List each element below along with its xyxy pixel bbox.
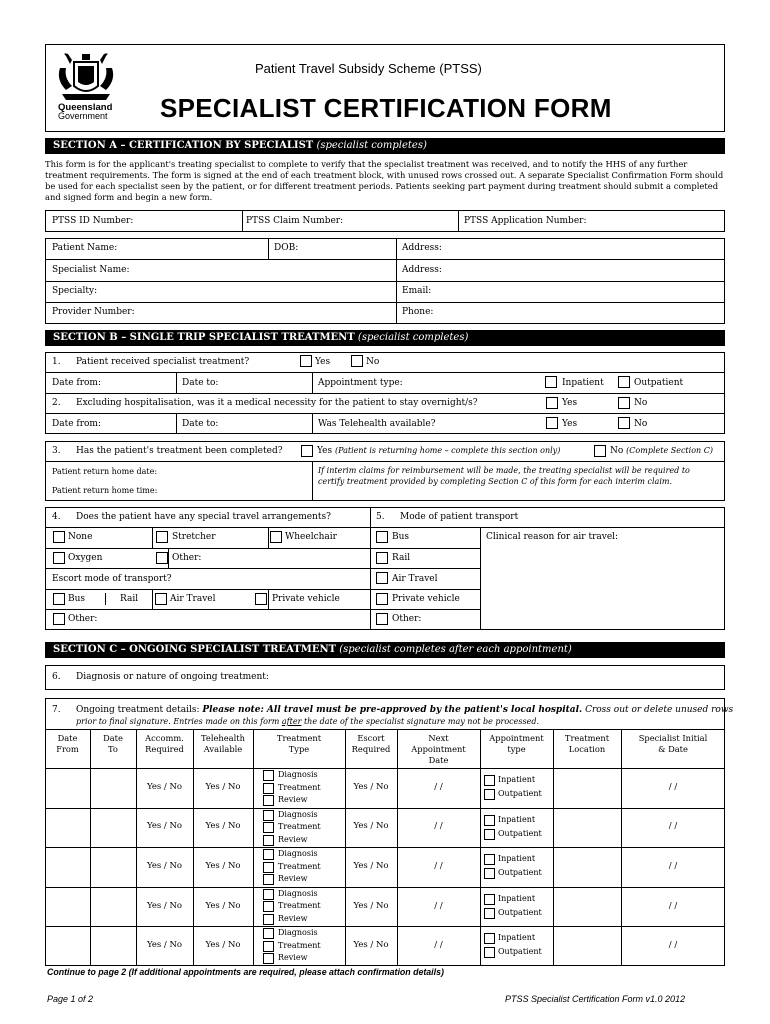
accomm-required-cell[interactable]: Yes / No	[146, 940, 183, 951]
appointment-type-checkbox[interactable]	[484, 947, 495, 958]
specialist-initial-date-cell[interactable]: / /	[668, 940, 678, 951]
outpatient-checkbox[interactable]	[618, 376, 630, 388]
appointment-type-label: Inpatient	[498, 893, 536, 903]
q7-bold-note: Please note: All travel must be pre-approved by the patient's local hospital.	[202, 705, 583, 715]
appointment-type-label: Inpatient	[498, 814, 536, 824]
q7-line1	[76, 705, 733, 715]
q2-no-label: No	[634, 398, 648, 408]
escort-mode-label: Escort mode of transport?	[52, 574, 172, 584]
q6-label[interactable]: Diagnosis or nature of ongoing treatment:	[76, 672, 269, 682]
other-arrangement-label: Other:	[172, 553, 202, 563]
q3-label: Has the patient's treatment been completed?	[76, 446, 283, 456]
inpatient-checkbox[interactable]	[545, 376, 557, 388]
appointment-type-label: Inpatient	[498, 854, 536, 864]
table-row-divider	[45, 768, 725, 769]
table-row-divider	[45, 887, 725, 888]
telehealth-yes-checkbox[interactable]	[546, 417, 558, 429]
transport-other-checkbox[interactable]	[376, 613, 388, 625]
escort-rail-label: Rail	[120, 594, 139, 604]
escort-bus-label: Bus	[68, 594, 86, 604]
q3-yes-text: Yes	[317, 446, 333, 456]
q3-no-checkbox[interactable]	[594, 445, 606, 457]
telehealth-available-cell[interactable]: Yes / No	[205, 940, 241, 951]
escort-private-label: Private vehicle	[272, 594, 340, 604]
q7-after: after	[281, 717, 302, 726]
inpatient-label: Inpatient	[562, 378, 604, 388]
treatment-type-checkbox[interactable]	[263, 783, 274, 794]
q2-yes-label: Yes	[562, 398, 578, 408]
section-c-title: SECTION C – ONGOING SPECIALIST TREATMENT	[53, 644, 337, 655]
table-header-6: Escort Required	[351, 733, 391, 754]
transport-bus-checkbox[interactable]	[376, 531, 388, 543]
telehealth-no-checkbox[interactable]	[618, 417, 630, 429]
treatment-type-checkbox[interactable]	[263, 874, 274, 885]
transport-rail-checkbox[interactable]	[376, 552, 388, 564]
accomm-required-cell[interactable]: Yes / No	[146, 900, 183, 911]
oxygen-checkbox[interactable]	[53, 552, 65, 564]
next-appointment-date-cell[interactable]: / /	[434, 781, 443, 792]
escort-required-cell[interactable]: Yes / No	[353, 900, 389, 911]
oxygen-label: Oxygen	[68, 553, 103, 563]
table-header-5: Treatment Type	[276, 733, 322, 754]
treatment-type-checkbox[interactable]	[263, 822, 274, 833]
q4-label: Does the patient have any special travel arrangements?	[76, 512, 331, 522]
treatment-type-label: Diagnosis	[278, 770, 318, 779]
treatment-type-checkbox[interactable]	[263, 862, 274, 873]
treatment-type-label: Review	[278, 953, 308, 963]
treatment-type-label: Treatment	[278, 782, 321, 792]
q1-no-checkbox[interactable]	[351, 355, 363, 367]
telehealth-no-label: No	[634, 419, 648, 429]
next-appointment-date-cell[interactable]: / /	[434, 861, 443, 871]
q7-number: 7.	[52, 705, 61, 715]
escort-required-cell[interactable]: Yes / No	[353, 821, 389, 832]
specialist-initial-date-cell[interactable]: / /	[668, 861, 678, 871]
table-header-2: Date To	[103, 733, 123, 754]
treatment-type-label: Review	[278, 834, 308, 844]
treatment-type-label: Diagnosis	[278, 809, 318, 819]
page-number: Page 1 of 2	[47, 994, 94, 1004]
ptss-numbers-row	[45, 210, 725, 232]
table-header-4: Telehealth Available	[201, 733, 245, 754]
return-home-date-field[interactable]: Patient return home date:	[52, 467, 158, 476]
escort-required-cell[interactable]: Yes / No	[353, 781, 389, 792]
date-to-field[interactable]: Date to:	[182, 378, 219, 388]
telehealth-label: Was Telehealth available?	[318, 419, 436, 429]
wheelchair-label: Wheelchair	[285, 532, 337, 542]
section-a-note: (specialist completes)	[316, 140, 427, 151]
section-a-intro: This form is for the applicant's treating specialist to complete to verify that the specialist treatment was received, and to notify the HHS of any further treatment requirements. The form is signed at the end of each treatment block, with unused rows crossed out. A separate Specialist Confirmation Form should be used for each specialist seen by the patient, or for different treatment periods. Patients seeking part payment during treatment should submit a completed and signed form and begin a new form.	[45, 159, 724, 202]
specialty-field[interactable]: Specialty:	[52, 286, 98, 296]
ptss-claim-field[interactable]: PTSS Claim Number:	[246, 216, 344, 226]
phone-field[interactable]: Phone:	[402, 307, 434, 317]
transport-other-label: Other:	[392, 614, 422, 624]
date-from-field-2[interactable]: Date from:	[52, 419, 102, 429]
treatment-type-checkbox[interactable]	[263, 889, 274, 900]
appointment-type-checkbox[interactable]	[484, 789, 495, 800]
q3-no-text: No	[610, 446, 624, 456]
table-row-divider	[45, 926, 725, 927]
q3-yes-label	[317, 446, 560, 456]
q3-yes-checkbox[interactable]	[301, 445, 313, 457]
accomm-required-cell[interactable]: Yes / No	[146, 781, 183, 792]
patient-name-field[interactable]: Patient Name:	[52, 243, 118, 253]
appointment-type-checkbox[interactable]	[484, 854, 495, 865]
treatment-type-label: Treatment	[278, 901, 321, 911]
specialist-initial-date-cell[interactable]: / /	[668, 821, 678, 832]
treatment-type-checkbox[interactable]	[263, 901, 274, 912]
appointment-type-checkbox[interactable]	[484, 829, 495, 840]
table-header-8: Appointment type	[489, 733, 544, 754]
appointment-type-label: Inpatient	[498, 933, 536, 943]
specialist-initial-date-cell[interactable]: / /	[668, 781, 678, 792]
other-arrangement-checkbox[interactable]	[156, 552, 168, 564]
interim-claim-note: If interim claims for reimbursement will be made, the treating specialist will be required to certify treatment provided by completing Section C of this form for each interim claim.	[318, 466, 690, 486]
clinical-reason-field[interactable]: Clinical reason for air travel:	[486, 532, 619, 542]
appointment-type-label: Outpatient	[498, 947, 542, 957]
transport-rail-label: Rail	[392, 553, 411, 563]
patient-address-field[interactable]: Address:	[402, 243, 442, 253]
appointment-type-label: Appointment type:	[318, 378, 403, 388]
q3-yes-note: (Patient is returning home – complete this section only)	[334, 446, 561, 455]
appointment-type-label: Outpatient	[498, 868, 542, 878]
appointment-type-label: Outpatient	[498, 789, 542, 798]
provider-number-field[interactable]: Provider Number:	[52, 307, 135, 317]
form-subtitle: Patient Travel Subsidy Scheme (PTSS)	[255, 61, 482, 76]
transport-air-label: Air Travel	[392, 574, 438, 584]
email-field[interactable]: Email:	[402, 286, 432, 296]
section-b-note: (specialist completes)	[357, 332, 469, 343]
q2-number: 2.	[52, 398, 61, 408]
transport-air-checkbox[interactable]	[376, 572, 388, 584]
table-header-10: Specialist Initial & Date	[638, 733, 708, 754]
treatment-type-checkbox[interactable]	[263, 953, 274, 964]
treatment-type-label: Review	[278, 874, 308, 884]
treatment-type-checkbox[interactable]	[263, 810, 274, 821]
transport-private-checkbox[interactable]	[376, 593, 388, 605]
ptss-id-field[interactable]: PTSS ID Number:	[52, 216, 134, 226]
wheelchair-checkbox[interactable]	[270, 531, 282, 543]
treatment-type-checkbox[interactable]	[263, 928, 274, 939]
logo-line-2: Government	[58, 111, 108, 121]
treatment-type-label: Review	[278, 913, 308, 923]
form-version: PTSS Specialist Certification Form v1.0 2012	[505, 994, 686, 1004]
appointment-type-label: Outpatient	[498, 907, 542, 917]
escort-air-label: Air Travel	[170, 594, 216, 604]
escort-other-checkbox[interactable]	[53, 613, 65, 625]
accomm-required-cell[interactable]: Yes / No	[146, 821, 183, 832]
appointment-type-checkbox[interactable]	[484, 908, 495, 919]
table-header-1: Date From	[56, 733, 79, 754]
continue-note: Continue to page 2 (If additional appointments are required, please attach confirmation details)	[47, 967, 444, 977]
specialist-initial-date-cell[interactable]: / /	[668, 900, 678, 911]
stretcher-checkbox[interactable]	[156, 531, 168, 543]
table-header-7: Next Appointment Date	[411, 733, 466, 765]
treatment-type-checkbox[interactable]	[263, 835, 274, 846]
treatment-type-checkbox[interactable]	[263, 849, 274, 860]
none-label: None	[68, 532, 93, 542]
q7-label: Ongoing treatment details:	[76, 705, 200, 715]
table-row-divider	[45, 847, 725, 848]
appointment-type-checkbox[interactable]	[484, 815, 495, 826]
q2-yes-checkbox[interactable]	[546, 397, 558, 409]
q1-label: Patient received specialist treatment?	[76, 357, 250, 367]
ptss-application-field[interactable]: PTSS Application Number:	[464, 216, 587, 226]
appointment-type-checkbox[interactable]	[484, 775, 495, 786]
none-checkbox[interactable]	[53, 531, 65, 543]
escort-required-cell[interactable]: Yes / No	[353, 940, 389, 951]
telehealth-yes-label: Yes	[562, 419, 578, 429]
q7-note-2b: the date of the specialist signature may not be processed.	[303, 717, 539, 726]
treatment-type-label: Treatment	[278, 861, 321, 871]
section-c-note: (specialist completes after each appointment)	[339, 644, 572, 655]
q2-label: Excluding hospitalisation, was it a medical necessity for the patient to stay overnight/s?	[76, 398, 478, 408]
transport-private-label: Private vehicle	[392, 594, 460, 604]
next-appointment-date-cell[interactable]: / /	[434, 821, 443, 832]
next-appointment-date-cell[interactable]: / /	[434, 900, 443, 911]
table-header-9: Treatment Location	[564, 733, 610, 754]
escort-air-checkbox[interactable]	[155, 593, 167, 605]
treatment-type-checkbox[interactable]	[263, 941, 274, 952]
escort-private-checkbox[interactable]	[255, 593, 267, 605]
treatment-type-label: Diagnosis	[278, 849, 318, 859]
next-appointment-date-cell[interactable]: / /	[434, 940, 443, 951]
q1-number: 1.	[52, 357, 61, 367]
section-a-title: SECTION A – CERTIFICATION BY SPECIALIST	[53, 140, 314, 151]
q3-no-label	[610, 446, 713, 456]
date-to-field-2[interactable]: Date to:	[182, 419, 219, 429]
q7-note-1: Cross out or delete unused rows	[585, 705, 734, 715]
telehealth-available-cell[interactable]: Yes / No	[205, 821, 241, 832]
logo-text	[58, 103, 112, 121]
q6-number: 6.	[52, 672, 61, 682]
section-b-title: SECTION B – SINGLE TRIP SPECIALIST TREATMENT	[53, 332, 355, 343]
specialist-name-field[interactable]: Specialist Name:	[52, 265, 130, 275]
outpatient-label: Outpatient	[634, 378, 684, 388]
form-title: SPECIALIST CERTIFICATION FORM	[160, 93, 612, 123]
treatment-type-label: Treatment	[278, 940, 321, 950]
q5-label: Mode of patient transport	[400, 512, 519, 522]
q7-line2	[76, 717, 539, 726]
section-c-header	[45, 642, 725, 658]
appointment-type-label: Inpatient	[498, 775, 536, 784]
q2-no-checkbox[interactable]	[618, 397, 630, 409]
treatment-type-checkbox[interactable]	[263, 914, 274, 925]
q3-number: 3.	[52, 446, 61, 456]
appointment-type-checkbox[interactable]	[484, 868, 495, 879]
section-a-header	[45, 138, 725, 154]
q1-yes-checkbox[interactable]	[300, 355, 312, 367]
telehealth-available-cell[interactable]: Yes / No	[205, 781, 241, 792]
date-from-field[interactable]: Date from:	[52, 378, 102, 388]
table-header-3: Accomm. Required	[145, 733, 184, 754]
table-row-divider	[45, 808, 725, 809]
escort-other-label: Other:	[68, 614, 98, 624]
specialist-address-field[interactable]: Address:	[402, 265, 442, 275]
escort-required-cell[interactable]: Yes / No	[353, 861, 389, 871]
treatment-type-checkbox[interactable]	[263, 770, 274, 781]
escort-bus-checkbox[interactable]	[53, 593, 65, 605]
telehealth-available-cell[interactable]: Yes / No	[205, 900, 241, 911]
q3-no-note: (Complete Section C)	[626, 446, 713, 455]
transport-bus-label: Bus	[392, 532, 410, 542]
logo-line-1: Queensland	[58, 102, 113, 113]
treatment-type-checkbox[interactable]	[263, 795, 274, 806]
appointment-type-label: Outpatient	[498, 828, 542, 838]
return-home-time-field[interactable]: Patient return home time:	[52, 486, 158, 495]
accomm-required-cell[interactable]: Yes / No	[146, 861, 183, 871]
treatment-type-label: Review	[278, 795, 308, 804]
q1-no-label: No	[366, 357, 380, 367]
q5-number: 5.	[376, 512, 385, 522]
dob-field[interactable]: DOB:	[274, 243, 299, 253]
appointment-type-checkbox[interactable]	[484, 933, 495, 944]
treatment-type-label: Treatment	[278, 822, 321, 832]
q1-yes-label: Yes	[315, 357, 331, 367]
q7-note-2a: prior to final signature. Entries made on this form	[76, 717, 280, 726]
section-b-header	[45, 330, 725, 346]
appointment-type-checkbox[interactable]	[484, 894, 495, 905]
telehealth-available-cell[interactable]: Yes / No	[205, 861, 241, 871]
q4-number: 4.	[52, 512, 61, 522]
stretcher-label: Stretcher	[172, 532, 216, 542]
treatment-type-label: Diagnosis	[278, 888, 318, 898]
treatment-type-label: Diagnosis	[278, 928, 318, 938]
